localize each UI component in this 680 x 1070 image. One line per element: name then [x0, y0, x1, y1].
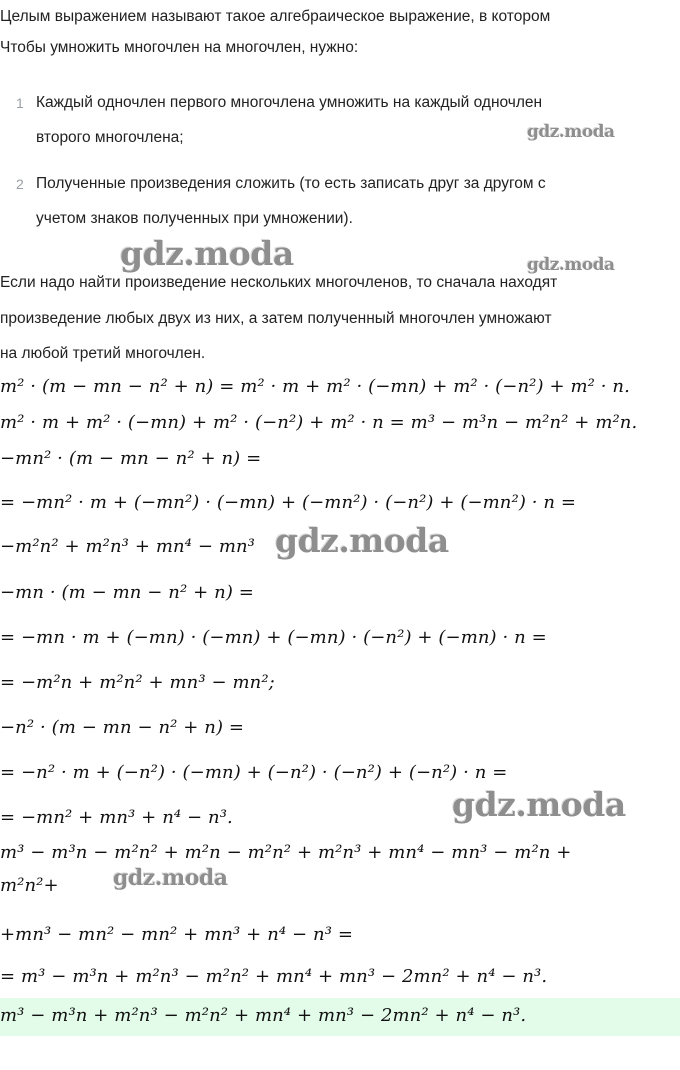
- paragraph-line-3: на любой третий многочлен.: [0, 345, 206, 362]
- math-line-5: −m²n² + m²n³ + mn⁴ − mn³: [0, 536, 255, 557]
- math-line-3: −mn² · (m − mn − n² + n) =: [0, 448, 262, 469]
- math-line-1: m² · (m − mn − n² + n) = m² · m + m² · (−mn) + m² · (−n²) + m² · n.: [0, 376, 630, 397]
- text-line-2: Чтобы умножить многочлен на многочлен, нужно:: [0, 39, 359, 56]
- list-item-1-line-1: Каждый одночлен первого многочлена умножить на каждый одночлен: [36, 94, 543, 111]
- math-line-14: +mn³ − mn² − mn² + mn³ + n⁴ − n³ =: [0, 924, 354, 945]
- math-line-12: m³ − m³n − m²n² + m²n − m²n² + m²n³ + mn⁴ − mn³ − m²n +: [0, 842, 572, 863]
- math-line-6: −mn · (m − mn − n² + n) =: [0, 582, 254, 603]
- final-answer: m³ − m³n + m²n³ − m²n² + mn⁴ + mn³ − 2mn² + n⁴ − n³.: [0, 1005, 527, 1026]
- watermark-3: gdz.moda: [527, 255, 615, 275]
- list-item-1-line-2: второго многочлена;: [36, 129, 184, 146]
- math-line-2: m² · m + m² · (−mn) + m² · (−n²) + m² · n = m³ − m³n − m²n² + m²n.: [0, 412, 638, 433]
- watermark-4: gdz.moda: [275, 521, 449, 560]
- list-item-2-line-2: учетом знаков полученных при умножении).: [36, 210, 353, 227]
- math-line-13: m²n²+: [0, 875, 59, 896]
- list-item-2-line-1: Полученные произведения сложить (то есть записать друг за другом с: [36, 175, 546, 192]
- math-line-7: = −mn · m + (−mn) · (−mn) + (−mn) · (−n²) + (−mn) · n =: [0, 627, 547, 648]
- text-line-1: Целым выражением называют такое алгебраическое выражение, в котором: [0, 8, 551, 25]
- list-number-2: 2: [16, 176, 24, 192]
- watermark-6: gdz.moda: [113, 865, 228, 891]
- math-line-8: = −m²n + m²n² + mn³ − mn²;: [0, 672, 275, 693]
- watermark-5: gdz.moda: [452, 785, 626, 824]
- math-line-15: = m³ − m³n + m²n³ − m²n² + mn⁴ + mn³ − 2mn² + n⁴ − n³.: [0, 966, 548, 987]
- math-line-9: −n² · (m − mn − n² + n) =: [0, 717, 245, 738]
- paragraph-line-1: Если надо найти произведение нескольких многочленов, то сначала находят: [0, 274, 558, 291]
- math-line-4: = −mn² · m + (−mn²) · (−mn) + (−mn²) · (−n²) + (−mn²) · n =: [0, 492, 577, 513]
- list-number-1: 1: [16, 95, 24, 111]
- watermark-2: gdz.moda: [120, 234, 294, 273]
- paragraph-line-2: произведение любых двух из них, а затем полученный многочлен умножают: [0, 310, 552, 327]
- math-line-10: = −n² · m + (−n²) · (−mn) + (−n²) · (−n²) + (−n²) · n =: [0, 762, 508, 783]
- math-line-11: = −mn² + mn³ + n⁴ − n³.: [0, 807, 233, 828]
- watermark-1: gdz.moda: [527, 122, 615, 142]
